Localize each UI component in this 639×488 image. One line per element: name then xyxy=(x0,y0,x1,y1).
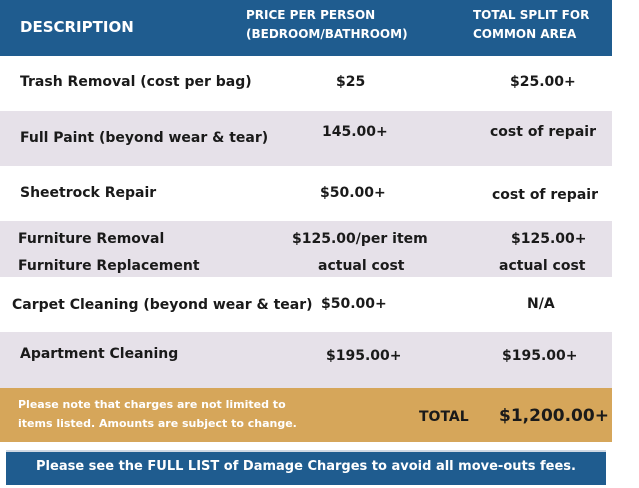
table-cell-split: $195.00+ xyxy=(502,348,578,364)
total-label: TOTAL xyxy=(419,409,469,425)
table-cell-price: actual cost xyxy=(318,258,405,274)
table-cell-price: $25 xyxy=(336,74,366,90)
table-cell-price: $50.00+ xyxy=(321,296,387,312)
table-cell-split: N/A xyxy=(527,296,555,312)
table-cell-split: $25.00+ xyxy=(510,74,576,90)
table-cell-description: Apartment Cleaning xyxy=(20,346,179,362)
table-cell-price: $125.00/per item xyxy=(292,231,428,247)
table-cell-split: actual cost xyxy=(499,258,586,274)
table-cell-description: Furniture Removal xyxy=(18,231,165,247)
table-cell-split: $125.00+ xyxy=(511,231,587,247)
table-cell-price: $195.00+ xyxy=(326,348,402,364)
table-cell-price: 145.00+ xyxy=(322,124,388,140)
note-line2: items listed. Amounts are subject to change. xyxy=(18,417,297,430)
table-cell-split: cost of repair xyxy=(492,187,598,203)
notice-text: Please see the FULL LIST of Damage Charges to avoid all move-outs fees. xyxy=(36,459,576,474)
header-price-line2: (BEDROOM/BATHROOM) xyxy=(246,27,408,41)
header-split-line1: TOTAL SPLIT FOR xyxy=(473,8,590,22)
header-price-line1: PRICE PER PERSON xyxy=(246,8,376,22)
total-value: $1,200.00+ xyxy=(499,406,609,426)
table-cell-split: cost of repair xyxy=(490,124,596,140)
table-cell-description: Furniture Replacement xyxy=(18,258,200,274)
note-line1: Please note that charges are not limited to xyxy=(18,398,286,411)
header-split-line2: COMMON AREA xyxy=(473,27,577,41)
table-cell-price: $50.00+ xyxy=(320,185,386,201)
header-description: DESCRIPTION xyxy=(20,18,134,36)
table-cell-description: Carpet Cleaning (beyond wear & tear) xyxy=(12,297,313,313)
table-cell-description: Sheetrock Repair xyxy=(20,185,157,201)
table-cell-description: Full Paint (beyond wear & tear) xyxy=(20,130,269,146)
table-cell-description: Trash Removal (cost per bag) xyxy=(20,74,252,90)
